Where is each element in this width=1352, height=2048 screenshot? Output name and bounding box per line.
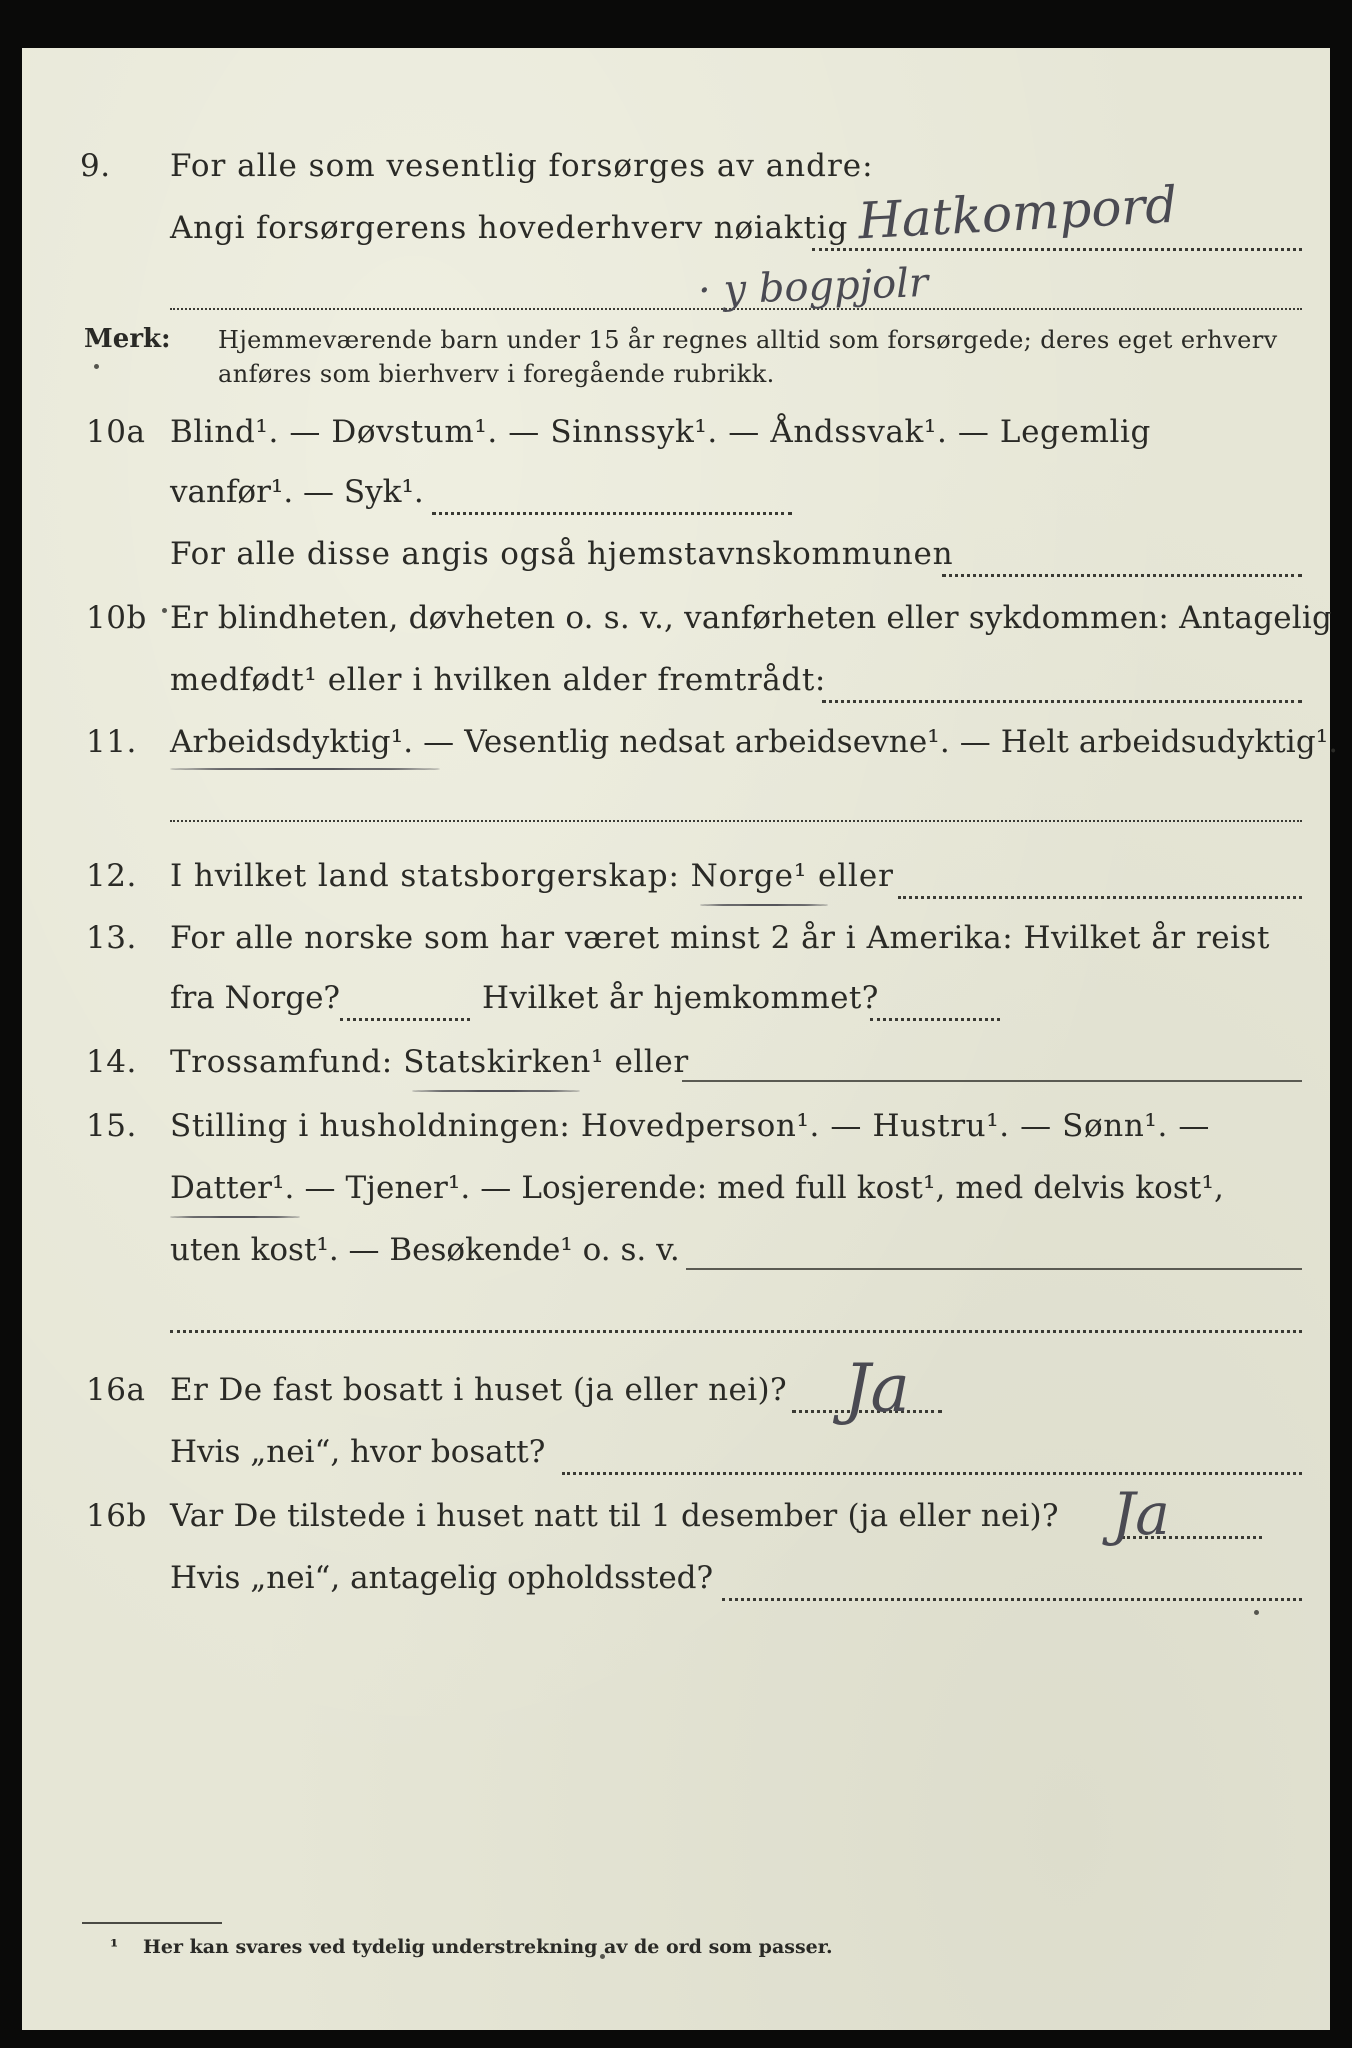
handwritten-answer: Ja (1112, 1480, 1170, 1548)
census-form-page (22, 48, 1339, 2030)
handwritten-underline (170, 1216, 300, 1218)
answer-line[interactable] (170, 1330, 1302, 1333)
question-10a-line3 (22, 536, 1330, 596)
question-10a-line2 (22, 474, 1330, 534)
question-text: Angi forsørgerens hovederhverv nøiaktig (170, 210, 849, 246)
answer-line[interactable] (822, 700, 1302, 703)
question-16b-line2 (22, 1560, 1330, 1620)
question-number: 16a (86, 1372, 146, 1408)
question-number: 10a (86, 414, 146, 450)
handwritten-underline (700, 904, 828, 906)
question-text: Var De tilstede i huset natt til 1 desember (ja eller nei)? (170, 1498, 1059, 1534)
question-number: 10b (86, 600, 147, 636)
question-14 (22, 1044, 1330, 1104)
answer-line[interactable] (722, 1598, 1302, 1601)
answer-line[interactable] (898, 896, 1302, 899)
answer-line[interactable] (340, 1018, 470, 1021)
question-text: Trossamfund: Statskirken¹ eller (170, 1044, 689, 1080)
question-text: Blind¹. — Døvstum¹. — Sinnssyk¹. — Åndssvak¹. — Legemlig (170, 414, 1151, 450)
question-number: 15. (86, 1108, 137, 1144)
question-number: 13. (86, 920, 137, 956)
note-text: Hjemmeværende barn under 15 år regnes alltid som forsørgede; deres eget erhverv (218, 326, 1278, 354)
question-13 (22, 920, 1330, 980)
handwritten-answer: Hatkompord (856, 175, 1179, 251)
handwritten-answer: · y bogpjolr (697, 259, 929, 315)
question-text: For alle som vesentlig forsørges av andre: (170, 148, 874, 184)
answer-line[interactable] (686, 1268, 1302, 1270)
question-text: vanfør¹. — Syk¹. (170, 474, 424, 510)
ink-speck (1254, 1610, 1259, 1615)
footnote-rule (82, 1922, 222, 1924)
question-number: 12. (86, 858, 137, 894)
answer-line[interactable] (170, 820, 1302, 822)
question-9-line2 (22, 175, 1330, 270)
question-text: medfødt¹ eller i hvilken alder fremtrådt: (170, 662, 826, 698)
note-block (22, 318, 1330, 418)
question-10b-line2 (22, 662, 1330, 722)
question-text: I hvilket land statsborgerskap: Norge¹ eller (170, 858, 894, 894)
question-text: Arbeidsdyktig¹. — Vesentlig nedsat arbeidsevne¹. — Helt arbeidsudyktig¹. (170, 724, 1339, 760)
question-text: uten kost¹. — Besøkende¹ o. s. v. (170, 1232, 680, 1268)
answer-line[interactable] (682, 1080, 1302, 1082)
question-16a (22, 1350, 1330, 1432)
question-text: Hvis „nei“, hvor bosatt? (170, 1434, 546, 1470)
question-11 (22, 724, 1339, 784)
question-text: Hvilket år hjemkommet? (482, 980, 879, 1016)
handwritten-answer: Ja (844, 1350, 910, 1427)
footnote-text: Her kan svares ved tydelig understrekning av de ord som passer. (142, 1936, 833, 1958)
question-15-line4 (22, 1294, 1330, 1354)
question-15-line3 (22, 1232, 1330, 1292)
question-13-line2 (22, 980, 1330, 1040)
question-16b (22, 1480, 1330, 1558)
question-text: For alle norske som har været minst 2 år i Amerika: Hvilket år reist (170, 920, 1270, 956)
question-text: Stilling i husholdningen: Hovedperson¹. — Hustru¹. — Sønn¹. — (170, 1108, 1210, 1144)
handwritten-underline (170, 768, 440, 770)
answer-line[interactable] (942, 574, 1302, 577)
question-11-line2 (22, 786, 1330, 846)
question-15 (22, 1108, 1330, 1168)
question-text: Er De fast bosatt i huset (ja eller nei)? (170, 1372, 788, 1408)
question-number: 14. (86, 1044, 137, 1080)
question-text: For alle disse angis også hjemstavnskommunen (170, 536, 954, 572)
ink-speck (162, 608, 167, 613)
note-text: anføres som bierhverv i foregående rubrikk. (218, 360, 775, 388)
footnote-marker: ¹ (110, 1936, 119, 1958)
question-10b (22, 600, 1333, 660)
question-12 (22, 858, 1330, 918)
question-number: 9. (80, 148, 111, 184)
question-text: Hvis „nei“, antagelig opholdssted? (170, 1560, 714, 1596)
question-text: Er blindheten, døvheten o. s. v., vanførheten eller sykdommen: Antagelig (170, 600, 1333, 636)
ink-speck (94, 364, 99, 369)
question-number: 16b (86, 1498, 147, 1534)
answer-line[interactable] (870, 1018, 1000, 1021)
answer-line[interactable] (562, 1472, 1302, 1475)
question-number: 11. (86, 724, 137, 760)
footnote (110, 1936, 833, 1958)
answer-line[interactable] (432, 512, 792, 515)
question-text: Datter¹. — Tjener¹. — Losjerende: med full kost¹, med delvis kost¹, (170, 1170, 1224, 1206)
question-text: fra Norge? (170, 980, 341, 1016)
question-15-line2 (22, 1170, 1330, 1230)
question-10a (22, 414, 1330, 474)
note-label: Merk: (84, 324, 171, 354)
handwritten-underline (412, 1090, 580, 1092)
